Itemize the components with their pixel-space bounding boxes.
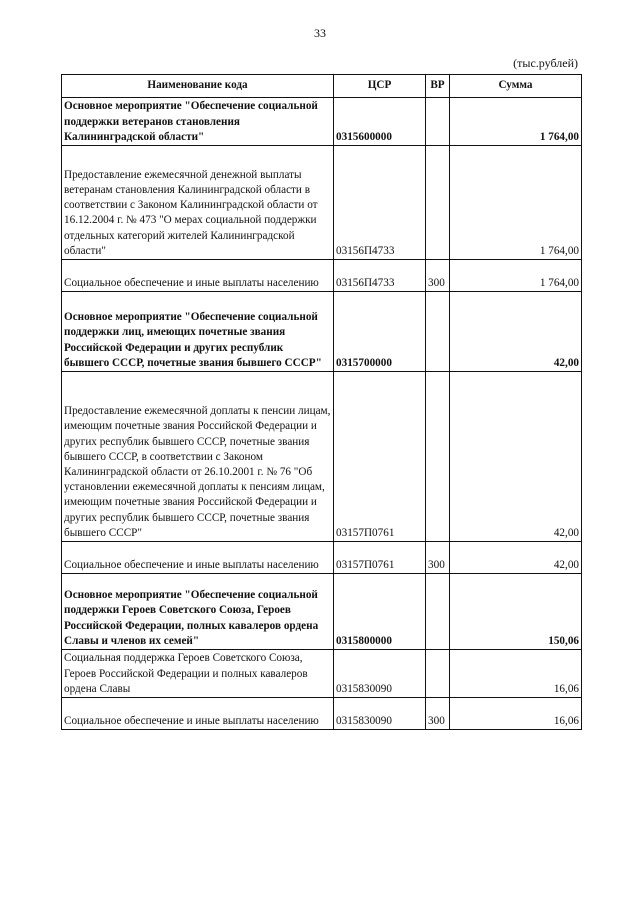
header-csr: ЦСР [334, 75, 426, 98]
row-name: Основное мероприятие "Обеспечение социальной поддержки ветеранов становления Калининградской области" [62, 98, 334, 146]
table-row [62, 292, 582, 372]
header-name: Наименование кода [62, 75, 334, 98]
row-name: Социальное обеспечение и иные выплаты населению [62, 260, 334, 292]
row-sum: 42,00 [450, 542, 582, 574]
page-number: 33 [314, 26, 326, 40]
row-vr: 300 [426, 542, 450, 574]
row-vr [426, 292, 450, 372]
row-csr: 0315600000 [334, 98, 426, 146]
table-row [62, 146, 582, 260]
row-vr: 300 [426, 698, 450, 730]
units-label: (тыс.рублей) [513, 56, 578, 70]
row-sum: 1 764,00 [450, 260, 582, 292]
table-row [62, 698, 582, 730]
table-row [62, 574, 582, 650]
row-vr [426, 98, 450, 146]
table-row [62, 372, 582, 542]
row-sum: 42,00 [450, 372, 582, 542]
row-name: Основное мероприятие "Обеспечение социальной поддержки лиц, имеющих почетные звания Российской Федерации и других республик бывшего СССР, почетные звания бывшего СССР" [62, 292, 334, 372]
header-sum: Сумма [450, 75, 582, 98]
row-name: Социальное обеспечение и иные выплаты населению [62, 542, 334, 574]
header-vr: ВР [426, 75, 450, 98]
row-csr: 0315800000 [334, 574, 426, 650]
table-header-row [62, 75, 582, 98]
row-csr: 0315700000 [334, 292, 426, 372]
table-row [62, 260, 582, 292]
row-csr: 0315830090 [334, 650, 426, 698]
row-name: Предоставление ежемесячной денежной выплаты ветеранам становления Калининградской области в соответствии с Законом Калининградской области от 16.12.2004 г. № 473 "О мерах социальной поддержки отдельных категорий жителей Калининградской области" [62, 146, 334, 260]
row-name: Социальное обеспечение и иные выплаты населению [62, 698, 334, 730]
table-row [62, 650, 582, 698]
row-vr: 300 [426, 260, 450, 292]
row-vr [426, 650, 450, 698]
row-vr [426, 372, 450, 542]
table-row [62, 98, 582, 146]
row-name: Предоставление ежемесячной доплаты к пенсии лицам, имеющим почетные звания Российской Федерации и других республик бывшего СССР, почетные звания бывшего СССР, в соответствии с Законом Калининградской области от 26.10.2001 г. № 76 "Об установлении ежемесячной доплаты к пенсиям лицам, имеющим почетные звания Российской Федерации и других республик бывшего СССР, почетные звания бывшего СССР" [62, 372, 334, 542]
row-csr: 03156П4733 [334, 146, 426, 260]
row-name: Социальная поддержка Героев Советского Союза, Героев Российской Федерации и полных кавалеров ордена Славы [62, 650, 334, 698]
row-sum: 16,06 [450, 650, 582, 698]
row-sum: 16,06 [450, 698, 582, 730]
row-name: Основное мероприятие "Обеспечение социальной поддержки Героев Советского Союза, Героев Российской Федерации, полных кавалеров ордена Славы и членов их семей" [62, 574, 334, 650]
row-sum: 42,00 [450, 292, 582, 372]
row-sum: 1 764,00 [450, 98, 582, 146]
table-row [62, 542, 582, 574]
row-vr [426, 146, 450, 260]
row-csr: 0315830090 [334, 698, 426, 730]
row-vr [426, 574, 450, 650]
row-csr: 03157П0761 [334, 372, 426, 542]
row-sum: 1 764,00 [450, 146, 582, 260]
budget-table [61, 74, 582, 730]
row-sum: 150,06 [450, 574, 582, 650]
row-csr: 03156П4733 [334, 260, 426, 292]
row-csr: 03157П0761 [334, 542, 426, 574]
